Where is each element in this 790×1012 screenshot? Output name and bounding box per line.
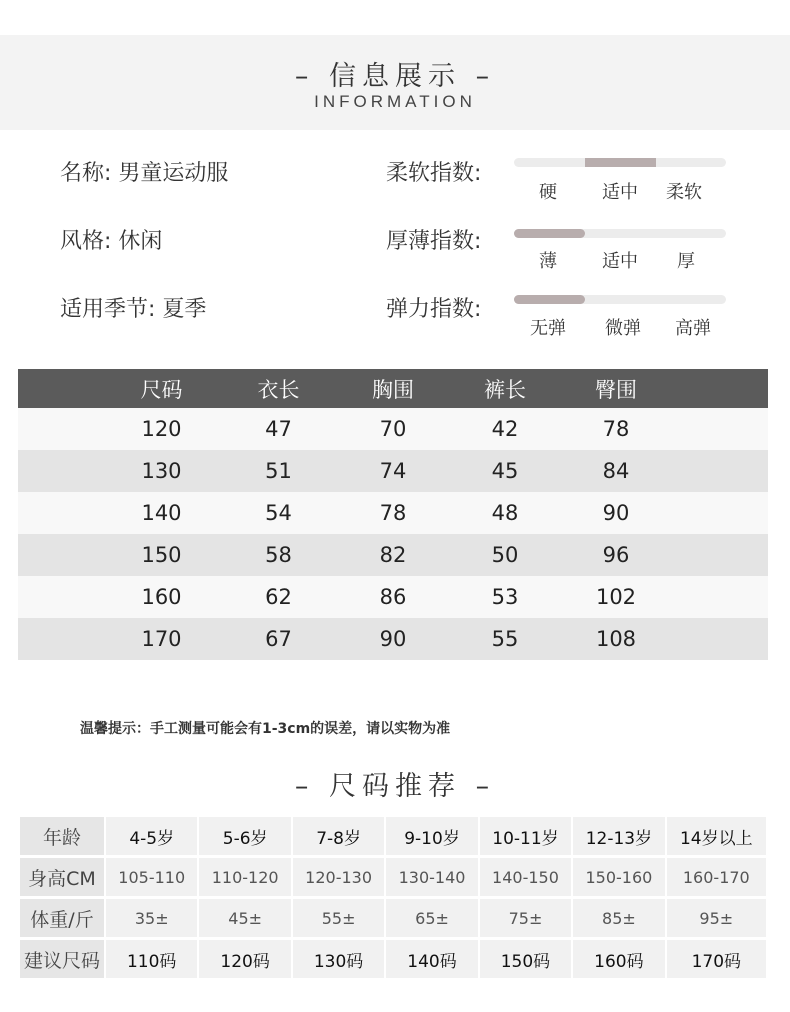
thickness-scale-mid: 适中 (602, 251, 638, 272)
table-cell: 12-13岁 (573, 817, 664, 855)
row-label: 年龄 (20, 817, 104, 855)
table-cell: 160-170 (667, 858, 766, 896)
table-cell: 70 (337, 408, 449, 450)
softness-label: 柔软指数: (386, 161, 482, 186)
table-cell: 105-110 (106, 858, 197, 896)
table-cell: 150-160 (573, 858, 664, 896)
table-cell: 55± (293, 899, 384, 937)
softness-bar (514, 158, 726, 167)
table-cell: 78 (337, 492, 449, 534)
table-cell: 10-11岁 (480, 817, 571, 855)
row-label: 建议尺码 (20, 940, 104, 978)
recommend-row-height (20, 858, 766, 896)
header-subtitle: INFORMATION (314, 92, 476, 111)
table-cell: 95± (667, 899, 766, 937)
table-cell: 150码 (480, 940, 571, 978)
elasticity-bar-fill (514, 295, 585, 304)
table-cell: 45 (449, 450, 561, 492)
table-cell: 170码 (667, 940, 766, 978)
table-cell: 55 (449, 618, 561, 660)
table-cell: 5-6岁 (199, 817, 290, 855)
table-cell: 62 (220, 576, 337, 618)
table-cell: 9-10岁 (386, 817, 477, 855)
row-label: 体重/斤 (20, 899, 104, 937)
table-cell: 130-140 (386, 858, 477, 896)
softness-scale-high: 柔软 (666, 182, 702, 203)
recommend-row-weight (20, 899, 766, 937)
table-cell: 14岁以上 (667, 817, 766, 855)
softness-scale-mid: 适中 (602, 182, 638, 203)
table-row (18, 492, 768, 534)
table-cell: 86 (337, 576, 449, 618)
table-cell: 35± (106, 899, 197, 937)
elasticity-label: 弹力指数: (386, 297, 482, 322)
table-cell: 130码 (293, 940, 384, 978)
table-cell: 65± (386, 899, 477, 937)
table-row (18, 534, 768, 576)
size-table (18, 369, 768, 660)
elasticity-scale-high: 高弹 (675, 318, 711, 339)
table-cell: 74 (337, 450, 449, 492)
product-style: 风格: 休闲 (60, 229, 163, 254)
col-header-hip: 臀围 (561, 369, 671, 408)
table-cell: 53 (449, 576, 561, 618)
table-cell: 160码 (573, 940, 664, 978)
table-cell: 67 (220, 618, 337, 660)
product-season: 适用季节: 夏季 (60, 297, 207, 322)
table-cell: 90 (337, 618, 449, 660)
col-header-length: 衣长 (220, 369, 337, 408)
size-table-header (18, 369, 768, 408)
table-cell: 170 (103, 618, 220, 660)
table-cell: 150 (103, 534, 220, 576)
measurement-tip: 温馨提示：手工测量可能会有1-3cm的误差，请以实物为准 (80, 721, 451, 737)
col-header-pants-length: 裤长 (449, 369, 561, 408)
thickness-bar (514, 229, 726, 238)
table-cell: 4-5岁 (106, 817, 197, 855)
product-name: 名称: 男童运动服 (60, 161, 229, 186)
table-cell: 130 (103, 450, 220, 492)
thickness-label: 厚薄指数: (386, 229, 482, 254)
table-cell: 7-8岁 (293, 817, 384, 855)
table-cell: 140 (103, 492, 220, 534)
table-cell: 140-150 (480, 858, 571, 896)
elasticity-bar (514, 295, 726, 304)
thickness-bar-fill (514, 229, 585, 238)
thickness-scale-low: 薄 (539, 251, 557, 272)
table-cell: 45± (199, 899, 290, 937)
elasticity-scale-mid: 微弹 (605, 318, 641, 339)
table-cell: 51 (220, 450, 337, 492)
table-cell: 140码 (386, 940, 477, 978)
table-cell: 110-120 (199, 858, 290, 896)
recommend-table (18, 814, 768, 981)
recommend-row-size (20, 940, 766, 978)
table-cell: 102 (561, 576, 671, 618)
table-cell: 120 (103, 408, 220, 450)
table-row (18, 576, 768, 618)
table-cell: 120码 (199, 940, 290, 978)
table-cell: 160 (103, 576, 220, 618)
table-cell: 120-130 (293, 858, 384, 896)
table-cell: 82 (337, 534, 449, 576)
table-cell: 75± (480, 899, 571, 937)
table-cell: 90 (561, 492, 671, 534)
recommend-title: – 尺码推荐 – (294, 771, 496, 802)
table-cell: 48 (449, 492, 561, 534)
header-title: – 信息展示 – (294, 61, 496, 92)
elasticity-scale-low: 无弹 (530, 318, 566, 339)
table-row (18, 408, 768, 450)
col-header-chest: 胸围 (337, 369, 449, 408)
table-cell: 47 (220, 408, 337, 450)
table-row (18, 618, 768, 660)
table-cell: 96 (561, 534, 671, 576)
table-cell: 42 (449, 408, 561, 450)
table-cell: 110码 (106, 940, 197, 978)
table-row (18, 450, 768, 492)
softness-bar-fill (585, 158, 656, 167)
row-label: 身高CM (20, 858, 104, 896)
table-cell: 78 (561, 408, 671, 450)
col-header-size: 尺码 (103, 369, 220, 408)
recommend-row-age (20, 817, 766, 855)
table-cell: 54 (220, 492, 337, 534)
softness-scale-low: 硬 (539, 182, 557, 203)
table-cell: 50 (449, 534, 561, 576)
table-cell: 85± (573, 899, 664, 937)
thickness-scale-high: 厚 (677, 251, 695, 272)
table-cell: 58 (220, 534, 337, 576)
table-cell: 84 (561, 450, 671, 492)
table-cell: 108 (561, 618, 671, 660)
